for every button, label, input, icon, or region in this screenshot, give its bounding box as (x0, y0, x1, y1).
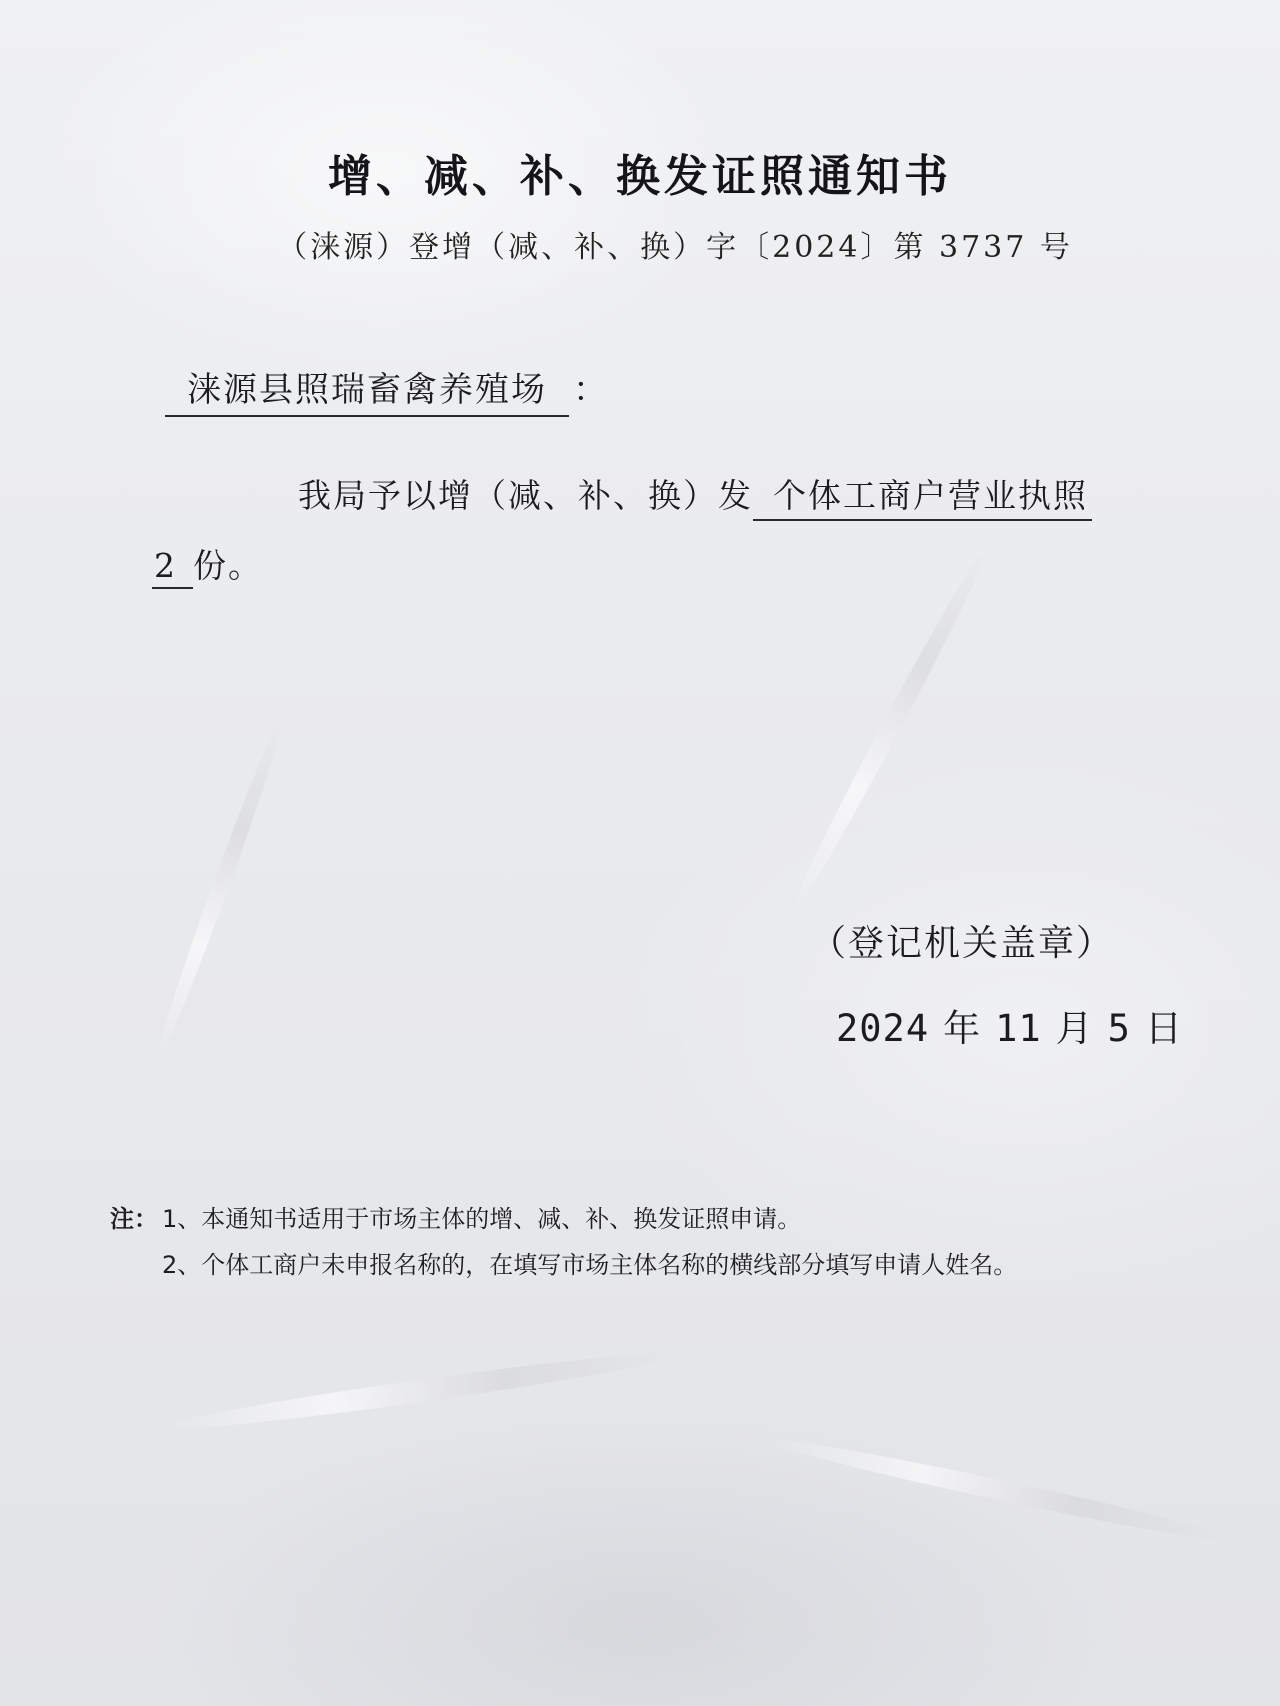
paper-wrinkle (161, 1344, 679, 1438)
recipient-line (165, 362, 609, 417)
note-text: 2、个体工商户未申报名称的，在填写市场主体名称的横线部分填写申请人姓名。 (162, 1251, 1018, 1279)
count-suffix: 份。 (193, 546, 263, 585)
paper-wrinkle (763, 1430, 1237, 1549)
license-count: 2 (152, 546, 193, 589)
issue-date (836, 998, 1197, 1052)
date-day: 5 (1107, 1007, 1131, 1050)
date-month-unit: 月 (1055, 1007, 1094, 1050)
note-item (110, 1242, 1017, 1288)
document-number: （涞源）登增（减、补、换）字〔2024〕第 3737 号 (277, 230, 1073, 265)
license-type: 个体工商户营业执照 (753, 470, 1092, 521)
statement-prefix: 我局予以增（减、补、换）发 (298, 476, 753, 515)
document-title: 增、减、补、换发证照通知书 (328, 151, 952, 202)
recipient-colon: ： (573, 370, 609, 410)
statement-line (298, 470, 1092, 521)
date-year-unit: 年 (943, 1007, 982, 1050)
count-line (152, 540, 263, 589)
seal-placeholder: （登记机关盖章） (810, 923, 1115, 964)
notes-label: 注： (110, 1205, 158, 1233)
note-item (110, 1196, 1017, 1242)
paper-wrinkle (151, 716, 289, 1060)
date-day-unit: 日 (1144, 1007, 1183, 1050)
note-text: 1、本通知书适用于市场主体的增、减、补、换发证照申请。 (162, 1205, 802, 1233)
date-month: 11 (995, 1007, 1042, 1050)
date-year: 2024 (836, 1007, 930, 1050)
paper-wrinkle (783, 539, 996, 918)
recipient-name: 涞源县照瑞畜禽养殖场 (165, 362, 569, 417)
notes-section (110, 1196, 1017, 1288)
